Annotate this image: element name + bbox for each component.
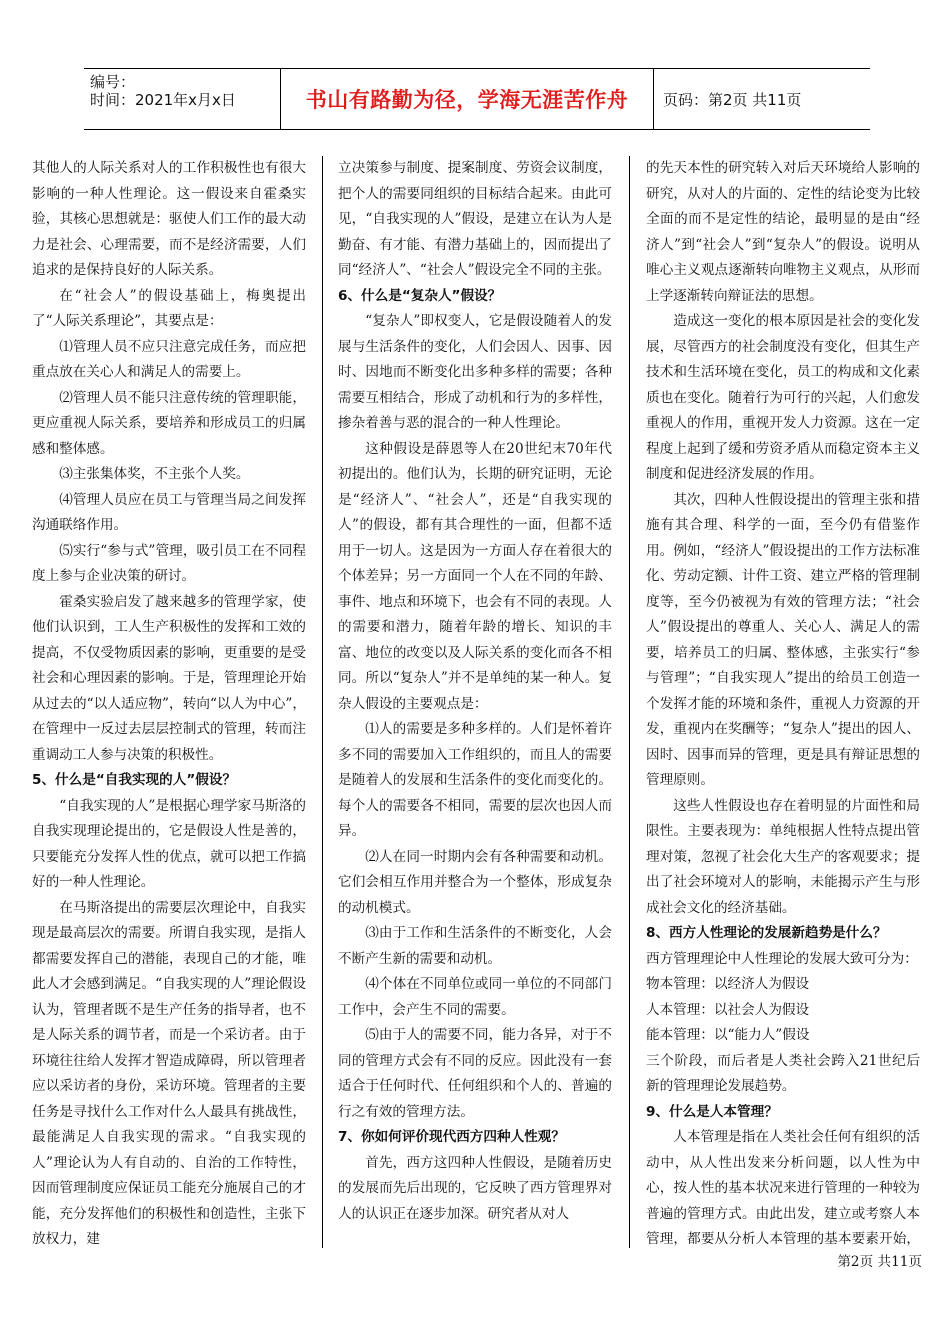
text-column-1 [32,156,306,1248]
paragraph: ⑴管理人员不应只注意完成任务，而应把重点放在关心人和满足人的需要上。 [32,338,306,380]
text-column-3 [646,156,920,1248]
paragraph: ⑶由于工作和生活条件的不断变化，人会不断产生新的需要和动机。 [338,925,612,967]
page-header [84,68,870,130]
paragraph: 能本管理：以“能力人”假设 [646,1027,810,1043]
section-heading: 5、什么是“自我实现的人”假设？ [32,772,237,788]
paragraph: 西方管理理论中人性理论的发展大致可分为： [646,950,918,967]
page-footer: 第2页 共11页 [837,1254,922,1270]
section-heading: 8、西方人性理论的发展新趋势是什么？ [646,925,887,941]
paragraph: 三个阶段，而后者是人类社会跨入21世纪后新的管理理论发展趋势。 [646,1052,920,1094]
paragraph: ⑴人的需要是多种多样的。人们是怀着许多不同的需要加入工作组织的，而且人的需要是随着人的发展和生活条件的变化而变化的。每个人的需要各不相同，需要的层次也因人而异。 [338,721,612,839]
paragraph: 造成这一变化的根本原因是社会的变化发展，尽管西方的社会制度没有变化，但其生产技术和生活环境在变化，员工的构成和文化素质也在变化。随着行为可行的兴起，人们愈发重视人的作用，重视开发人力资源。这在一定程度上起到了缓和劳资矛盾从而稳定资本主义制度和促进经济发展的作用。 [646,313,920,482]
paragraph: 其他人的人际关系对人的工作积极性也有很大影响的一种人性理论。这一假设来自霍桑实验，其核心思想就是：驱使人们工作的最大动力是社会、心理需要，而不是经济需要，人们追求的是保持良好的人际关系。 [32,160,306,278]
header-page-info [655,69,870,129]
paragraph: 这种假设是薛恩等人在20世纪末70年代初提出的。他们认为，长期的研究证明，无论是“经济人”、“社会人”，还是“自我实现的人”的假设，都有其合理性的一面，但都不适用于一切人。这是因为一方面人存在着很大的个体差异；另一方面同一个人在不同的年龄、事件、地点和环境下，也会有不同的表现。人的需要和潜力，随着年龄的增长、知识的丰富、地位的改变以及人际关系的变化而各不相同。所以“复杂人”并不是单纯的某一种人。复杂人假设的主要观点是： [338,440,612,712]
doc-time-label: 时间：2021年x月x日 [90,91,236,109]
paragraph: ⑸实行“参与式”管理，吸引员工在不同程度上参与企业决策的研讨。 [32,542,306,584]
paragraph: 其次，四种人性假设提出的管理主张和措施有其合理、科学的一面，至今仍有借鉴作用。例如，“经济人”假设提出的工作方法标准化、劳动定额、计件工资、建立严格的管理制度等，至今仍被视为有效的管理方法；“社会人”假设提出的尊重人、关心人、满足人的需要，培养员工的归属、整体感，主张实行“参与管理”；“自我实现人”提出的给员工创造一个发挥才能的环境和条件，重视人力资源的开发，重视内在奖酬等；“复杂人”提出的因人、因时、因事而异的管理，更是具有辩证思想的管理原则。 [646,491,920,788]
paragraph: ⑸由于人的需要不同，能力各异，对于不同的管理方式会有不同的反应。因此没有一套适合于任何时代、任何组织和个人的、普遍的行之有效的管理方法。 [338,1027,612,1120]
paragraph: 人本管理是指在人类社会任何有组织的活动中，从人性出发来分析问题，以人性为中心，按人性的基本状况来进行管理的一种较为普遍的管理方式。由此出发，建立或考察人本管理，都要从分析人本管理的基本要素开始， [646,1129,920,1247]
text-column-2 [338,156,612,1248]
paragraph: ⑷个体在不同单位或同一单位的不同部门工作中，会产生不同的需要。 [338,976,612,1018]
paragraph: 这些人性假设也存在着明显的片面性和局限性。主要表现为：单纯根据人性特点提出管理对策，忽视了社会化大生产的客观要求；提出了社会环境对人的影响，未能揭示产生与形成社会文化的经济基础。 [646,797,920,916]
paragraph: 的先天本性的研究转入对后天环境给人影响的研究，从对人的片面的、定性的结论变为比较全面的而不是定性的结论，最明显的是由“经济人”到“社会人”到“复杂人”的假设。说明从唯心主义观点逐渐转向唯物主义观点，从形而上学逐渐转向辩证法的思想。 [646,160,920,304]
header-motto [281,69,654,129]
paragraph: 在马斯洛提出的需要层次理论中，自我实现是最高层次的需要。所谓自我实现，是指人都需要发挥自己的潜能，表现自己的才能，唯此人才会感到满足。“自我实现的人”理论假设认为，管理者既不是生产任务的指导者，也不是人际关系的调节者，而是一个采访者。由于环境往往给人发挥才智造成障碍，所以管理者应以采访者的身份，采访环境。管理者的主要任务是寻找什么工作对什么人最具有挑战性，最能满足人自我实现的需求。“自我实现的人”理论认为人有自动的、自治的工作特性，因而管理制度应保证员工能充分施展自己的才能，充分发挥他们的积极性和创造性，主张下放权力，建 [32,899,306,1247]
doc-number-label: 编号： [90,73,136,91]
header-meta [84,69,281,129]
section-heading: 9、什么是人本管理？ [646,1103,778,1120]
paragraph: 人本管理：以社会人为假设 [646,1001,810,1018]
paragraph: ⑶主张集体奖，不主张个人奖。 [59,466,250,482]
paragraph: “复杂人”即权变人，它是假设随着人的发展与生活条件的变化，人们会因人、因事、因时、因地而不断变化出多种多样的需要；各种需要互相结合，形成了动机和行为的多样性，掺杂着善与恶的混合的一种人性理论。 [338,313,612,431]
paragraph: 霍桑实验启发了越来越多的管理学家，使他们认识到，工人生产积极性的发挥和工效的提高，不仅受物质因素的影响，更重要的是受社会和心理因素的影响。于是，管理理论开始从过去的“以人适应物”，转向“以人为中心”，在管理中一反过去层层控制式的管理，转而注重调动工人参与决策的积极性。 [32,593,306,763]
paragraph: ⑷管理人员应在员工与管理当局之间发挥沟通联络作用。 [32,491,306,533]
section-heading: 7、你如何评价现代西方四种人性观？ [338,1129,565,1145]
paragraph: ⑵管理人员不能只注意传统的管理职能，更应重视人际关系，要培养和形成员工的归属感和整体感。 [32,389,306,457]
column-divider [629,156,630,1248]
column-divider [322,156,323,1248]
page-count-label: 页码：第2页 共11页 [663,90,802,109]
paragraph: 在“社会人”的假设基础上，梅奥提出了“人际关系理论”，其要点是： [32,287,306,329]
paragraph: “自我实现的人”是根据心理学家马斯洛的自我实现理论提出的，它是假设人性是善的，只要能充分发挥人性的优点，就可以把工作搞好的一种人性理论。 [32,797,306,890]
motto-text: 书山有路勤为径，学海无涯苦作舟 [305,88,629,112]
paragraph: 首先，西方这四种人性假设，是随着历史的发展而先后出现的，它反映了西方管理界对人的认识正在逐步加深。研究者从对人 [338,1154,612,1222]
section-heading: 6、什么是“复杂人”假设？ [338,287,502,304]
paragraph: 立决策参与制度、提案制度、劳资会议制度，把个人的需要同组织的目标结合起来。由此可见，“自我实现的人”假设，是建立在认为人是勤奋、有才能、有潜力基础上的，因而提出了同“经济人”、“社会人”假设完全不同的主张。 [338,160,612,278]
paragraph: ⑵人在同一时期内会有各种需要和动机。它们会相互作用并整合为一个整体，形成复杂的动机模式。 [338,848,612,916]
paragraph: 物本管理：以经济人为假设 [646,976,810,992]
